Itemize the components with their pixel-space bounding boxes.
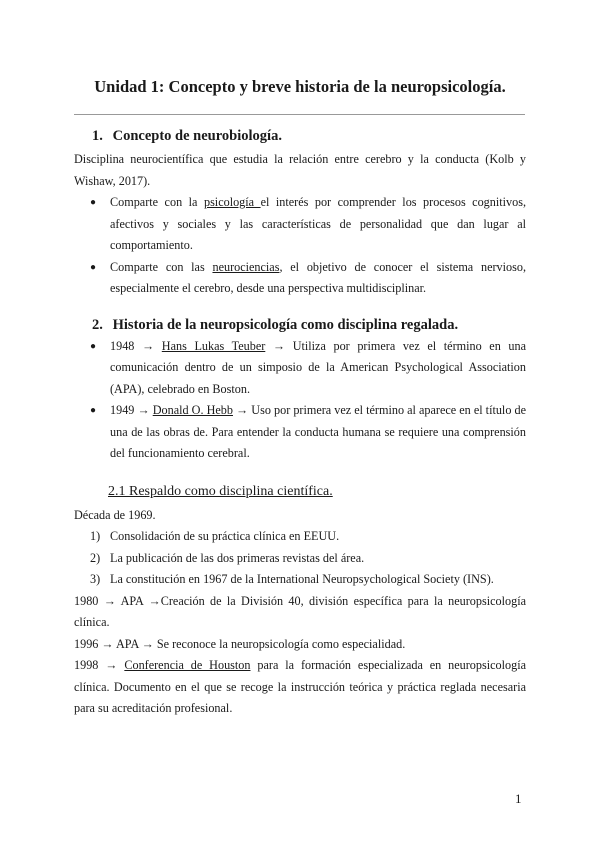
section-2-number: 2. — [92, 316, 103, 333]
bullet-icon: ● — [90, 261, 97, 273]
list-item: 3) La constitución en 1967 de la International Neuropsychological Society (INS). — [90, 572, 494, 586]
list-item: ● Comparte con las neurociencias, el objetivo de conocer el sistema nervioso, especialmente el cerebro, desde una perspectiva multidisciplinar. — [74, 257, 526, 300]
list-item: ● 1949 → Donald O. Hebb → Uso por primera vez el término al aparece en el título de una de las obras de. Para entender la conducta humana se requiere una comprensión del funcionamiento cerebral. — [74, 400, 526, 465]
bullet-icon: ● — [90, 340, 97, 352]
page-content — [74, 125, 526, 720]
page-number: 1 — [515, 791, 522, 806]
section-2-title: Historia de la neuropsicología como disciplina regalada. — [112, 316, 459, 333]
hebb-link[interactable]: Donald O. Hebb — [152, 403, 233, 417]
section-1-heading — [74, 125, 526, 147]
list-item: 1) Consolidación de su práctica clínica en EEUU. — [90, 529, 340, 543]
houston-conference-link[interactable]: Conferencia de Houston — [124, 658, 251, 672]
paragraph-1980: 1980 → APA →Creación de la División 40, división específica para la neuropsicología clínica. — [74, 593, 526, 629]
decade-label: Década de 1969. — [74, 507, 156, 522]
section-1-number: 1. — [92, 128, 103, 144]
section-1-bullets — [74, 192, 526, 300]
bullet-icon: ● — [90, 405, 97, 416]
section-1-intro: Disciplina neurocientífica que estudia la relación entre cerebro y la conducta (Kolb y Wishaw, 2017). — [74, 152, 526, 188]
section-2-heading — [74, 314, 526, 336]
teuber-link[interactable]: Hans Lukas Teuber — [161, 338, 266, 353]
list-item: ● 1948 → Hans Lukas Teuber → Utiliza por primera vez el término en una comunicación dentro de un simposio de la American Psychological Association (APA), celebrado en Boston. — [74, 336, 526, 401]
bullet-icon: ● — [90, 197, 97, 208]
list-item: 2) La publicación de las dos primeras revistas del área. — [90, 550, 365, 565]
section-2-bullets — [74, 336, 526, 465]
section-2-1-list — [74, 526, 526, 591]
list-item: ● Comparte con la psicología el interés por comprender los procesos cognitivos, afectivos y sociales y las características de personalidad que dan lugar al comportamiento. — [74, 192, 526, 257]
neurociencias-link[interactable]: neurociencias — [212, 259, 280, 274]
paragraph-1998: 1998 → Conferencia de Houston para la formación especializada en neuropsicología clínica. Documento en el que se recoge la instrucción teórica y práctica reglada necesaria para su acreditación profesional. — [74, 658, 526, 715]
title-divider — [74, 114, 525, 115]
section-1-title: Concepto de neurobiología. — [112, 128, 282, 144]
page-title: Unidad 1: Concepto y breve historia de la neuropsicología. — [94, 77, 506, 96]
paragraph-1996: 1996 → APA → Se reconoce la neuropsicología como especialidad. — [74, 636, 406, 651]
psicologia-link[interactable]: psicología — [203, 195, 261, 209]
section-2-1-heading: 2.1 Respaldo como disciplina científica. — [108, 483, 333, 499]
